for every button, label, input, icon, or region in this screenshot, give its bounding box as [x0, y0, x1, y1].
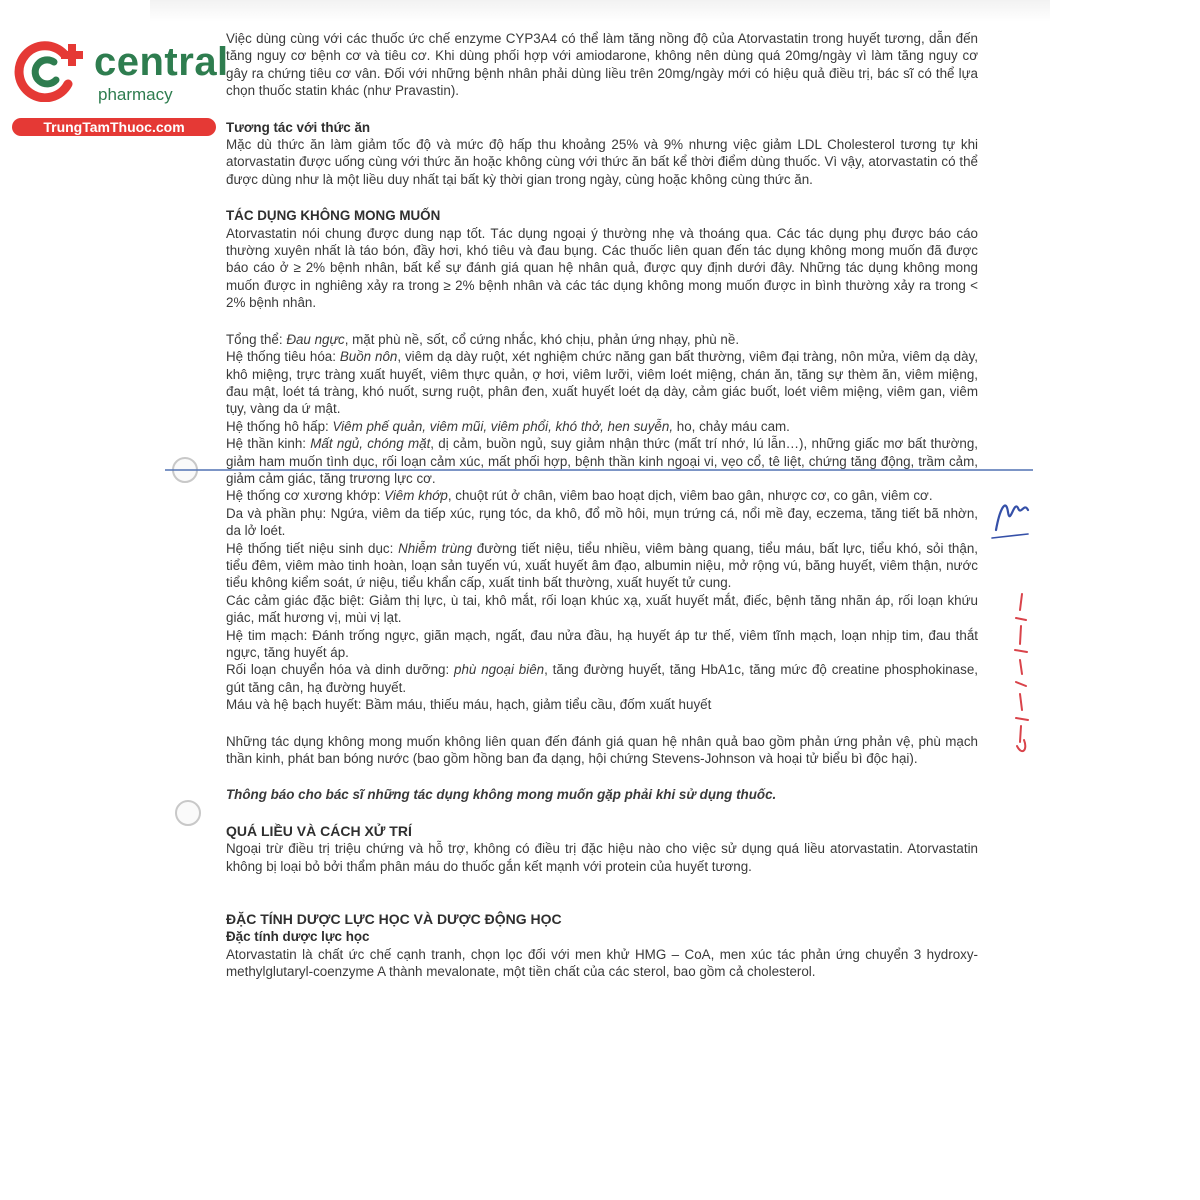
paragraph-adverse: Atorvastatin nói chung được dung nạp tốt. Tác dụng ngoại ý thường nhẹ và thoáng qua. Các tác dụng phụ được báo cáo thường xuyên nhất là táo bón, đầy hơi, khó tiêu và đau bụng. Các thuốc liên quan đến tác dụng không mong muốn đã được báo cáo ở ≥ 2% bệnh nhân, bất kể sự đánh giá quan hệ nhân quả, được quy định dưới đây. Những tác dụng không mong muốn được in nghiêng xảy ra trong ≥ 2% bệnh nhân và các tác dụng không mong muốn được in bình thường xảy ra trong < 2% bệnh nhân. — [226, 225, 978, 311]
food-interaction-heading: Tương tác với thức ăn — [226, 119, 371, 135]
system-item: Hệ thần kinh: Mất ngủ, chóng mặt, dị cảm, buồn ngủ, suy giảm nhận thức (mất trí nhớ, lú lẫn…), những giấc mơ bất thường, giảm ham muốn tình dục, rối loạn cảm xúc, mất phối hợp, bệnh thần kinh ngoại vi, vẹo cổ, tê liệt, chứng tăng động, trầm cảm, giảm cảm giác, tăng trương lực cơ. — [226, 436, 978, 486]
system-item: Hệ thống tiết niệu sinh dục: Nhiễm trùng đường tiết niệu, tiểu nhiều, viêm bàng quang, tiểu máu, bất lực, tiểu khó, sỏi thận, tiểu đêm, viêm mào tinh hoàn, loạn sản tuyến vú, xuất huyết âm đạo, albumin niệu, mở rộng vú, băng huyết, viêm thận, nước tiểu không kiểm soát, ứ niệu, tiểu khẩn cấp, xuất tinh bất thường, xuất huyết tử cung. — [226, 540, 978, 591]
brand-name: central — [94, 40, 229, 84]
systems-list — [226, 331, 978, 714]
pharmacology-heading: ĐẶC TÍNH DƯỢC LỰC HỌC VÀ DƯỢC ĐỘNG HỌC — [226, 911, 562, 928]
system-item: Hệ thống hô hấp: Viêm phế quản, viêm mũi, viêm phổi, khó thở, hen suyễn, ho, chảy máu cam. — [226, 418, 790, 434]
system-item: Các cảm giác đặc biệt: Giảm thị lực, ù tai, khô mắt, rối loạn khúc xạ, xuất huyết mắt, điếc, bệnh tăng nhãn áp, rối loạn khứu giác, mất hương vị, mùi vị lạt. — [226, 592, 978, 626]
adverse-effects-heading: TÁC DỤNG KHÔNG MONG MUỐN — [226, 208, 441, 224]
overdose-heading: QUÁ LIỀU VÀ CÁCH XỬ TRÍ — [226, 822, 412, 839]
central-pharmacy-logo[interactable] — [8, 38, 229, 138]
doctor-notice: Thông báo cho bác sĩ những tác dụng không mong muốn gặp phải khi sử dụng thuốc. — [226, 787, 777, 803]
pharmacy-cross-logo-icon — [12, 40, 88, 102]
signature-icon — [988, 488, 1033, 548]
system-item: Máu và hệ bạch huyết: Bầm máu, thiếu máu, hạch, giảm tiểu cầu, đốm xuất huyết — [226, 697, 712, 713]
paragraph-overdose: Ngoại trừ điều trị triệu chứng và hỗ trợ, không có điều trị đặc hiệu nào cho việc sử dụng quá liều atorvastatin. Atorvastatin không bị loại bỏ bởi thẩm phân máu do thuốc gắn kết mạnh với protein của huyết tương. — [226, 841, 978, 874]
system-item: Rối loạn chuyển hóa và dinh dưỡng: phù ngoại biên, tăng đường huyết, tăng HbA1c, tăng mức độ creatine phosphokinase, gút tăng cân, hạ đường huyết. — [226, 662, 978, 695]
brand-subtitle: pharmacy — [98, 85, 173, 104]
paragraph-unrelated-effects: Những tác dụng không mong muốn không liên quan đến đánh giá quan hệ nhân quả bao gồm phản ứng phản vệ, phù mạch thần kinh, phát ban bóng nước (bao gồm hồng ban đa dạng, hội chứng Stevens-Johnson và hoại tử biểu bì độc hại). — [226, 733, 978, 767]
system-item: Da và phần phụ: Ngứa, viêm da tiếp xúc, rụng tóc, da khô, đổ mồ hôi, mụn trứng cá, nổi mề đay, eczema, tăng tiết bã nhờn, da lở loét. — [226, 505, 978, 539]
paragraph-pharmacodynamics: Atorvastatin là chất ức chế cạnh tranh, chọn lọc đối với men khử HMG – CoA, men xúc tác phản ứng chuyển 3 hydroxy-methylglutaryl-coenzyme A thành mevalonate, một tiền chất của các sterol, bao gồm cả cholesterol. — [226, 946, 978, 980]
document-body — [226, 30, 978, 981]
paragraph-food: Mặc dù thức ăn làm giảm tốc độ và mức độ hấp thu khoảng 25% và 9% nhưng việc giảm LDL Cholesterol tương tự khi atorvastatin được uống cùng với thức ăn hoặc không cùng với thức ăn bất kể thời điểm dùng thuốc. Vì vậy, atorvastatin có thể được dùng như là một liều duy nhất tại bất kỳ thời gian trong ngày, cùng hoặc không cùng thức ăn. — [226, 137, 978, 187]
paragraph-cyp3a4: Việc dùng cùng với các thuốc ức chế enzyme CYP3A4 có thể làm tăng nồng độ của Atorvastatin trong huyết tương, dẫn đến tăng nguy cơ bệnh cơ và tiêu cơ. Khi dùng phối hợp với amiodarone, không nên dùng quá 20mg/ngày vì làm tăng nguy cơ gây ra chứng tiêu cơ vân. Đối với những bệnh nhân phải dùng liều trên 20mg/ngày mới có hiệu quả điều trị, bác sĩ có thể lựa chọn thuốc statin khác (như Pravastin). — [226, 31, 978, 99]
red-handwritten-mark-icon — [1008, 590, 1036, 760]
system-item: Hệ tim mạch: Đánh trống ngực, giãn mạch, ngất, đau nửa đầu, hạ huyết áp tư thế, viêm tĩnh mạch, loạn nhịp tim, đau thắt ngực, tăng huyết áp. — [226, 627, 978, 660]
punch-hole-bottom — [175, 800, 201, 826]
system-item: Hệ thống cơ xương khớp: Viêm khớp, chuột rút ở chân, viêm bao hoạt dịch, viêm bao gân, nhược cơ, co gân, viêm cơ. — [226, 488, 933, 504]
system-item: Tổng thể: Đau ngực, mặt phù nề, sốt, cổ cứng nhắc, khó chịu, phản ứng nhạy, phù nề. — [226, 331, 740, 347]
brand-site-badge[interactable]: TrungTamThuoc.com — [12, 118, 216, 136]
system-item: Hệ thống tiêu hóa: Buồn nôn, viêm dạ dày ruột, xét nghiệm chức năng gan bất thường, viêm đại tràng, nôn mửa, viêm dạ dày, khô miệng, trực tràng xuất huyết, viêm thực quản, ợ hơi, viêm lưỡi, viêm loét miệng, chán ăn, tăng sự thèm ăn, viêm miệng, đau mật, loét tá tràng, khó nuốt, sưng ruột, phân đen, xuất huyết loét dạ dày, cảm giác buốt, loét viêm miệng, viêm gan, viêm tụy, vàng da ứ mật. — [226, 349, 978, 417]
pharmacodynamics-subheading: Đặc tính dược lực học — [226, 929, 370, 945]
scan-top-noise — [150, 0, 1050, 22]
